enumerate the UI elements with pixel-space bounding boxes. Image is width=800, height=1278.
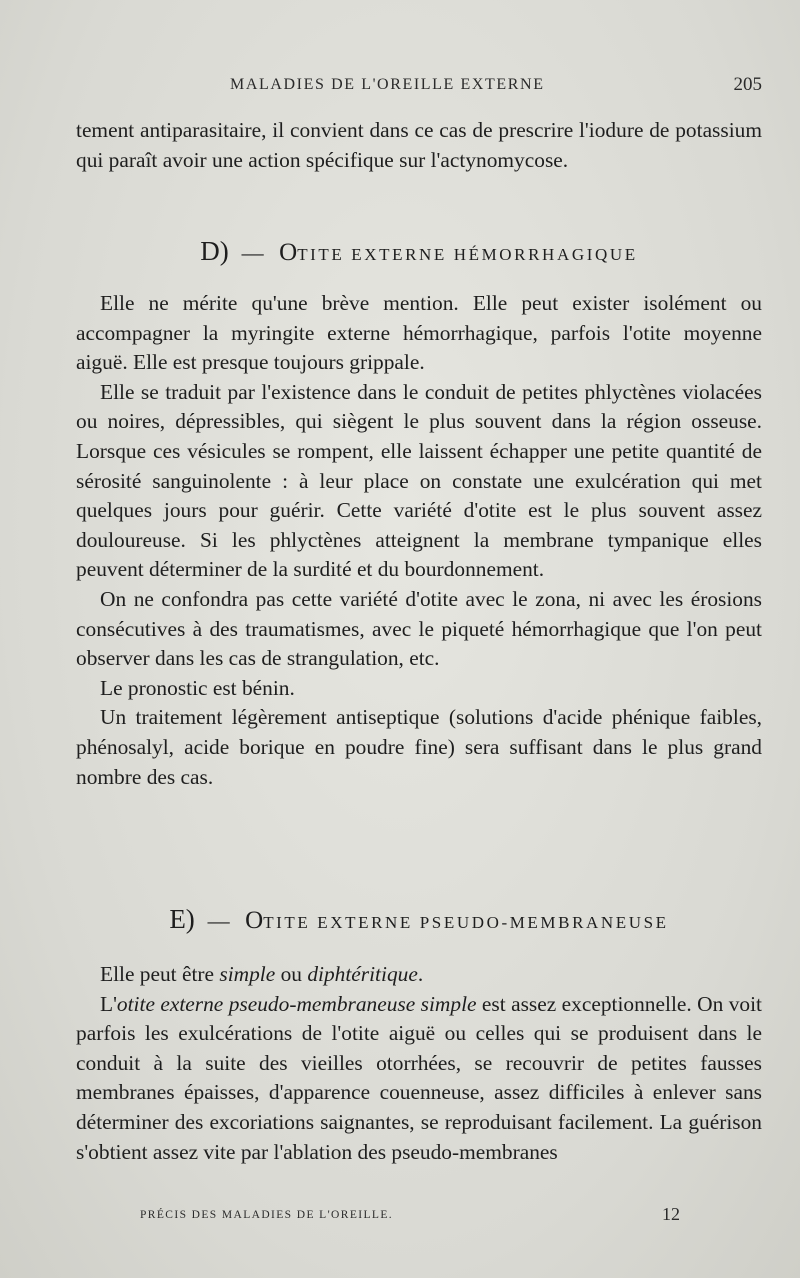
page-footer: [140, 1206, 680, 1230]
footer-book-title: PRÉCIS DES MALADIES DE L'OREILLE.: [140, 1209, 394, 1221]
section-d-paragraph: On ne confondra pas cette variété d'otite avec le zona, ni avec les érosions consécutives à des traumatismes, avec le piqueté hémorrhagique que l'on peut observer dans les cas de strangulation, etc.: [76, 586, 762, 671]
section-d-paragraph: Un traitement légèrement antiseptique (solutions d'acide phénique faibles, phénosalyl, acide borique en poudre fine) sera suffisant dans le plus grand nombre des cas.: [76, 705, 762, 789]
intro-text: tement antiparasitaire, il convient dans ce cas de prescrire l'iodure de potassium qui paraît avoir une action spécifique sur l'actynomycose.: [76, 118, 762, 172]
section-e-paragraph-2: [76, 990, 762, 1168]
section-e-heading: [76, 904, 762, 935]
section-d-body: [76, 289, 762, 792]
signature-mark: 12: [662, 1204, 680, 1224]
section-e-letter: E): [169, 904, 195, 934]
intro-paragraph: [76, 116, 762, 175]
section-d-title: TITE EXTERNE HÉMORRHAGIQUE: [297, 245, 638, 264]
section-d-initial: O: [279, 239, 298, 266]
section-d-paragraph: Le pronostic est bénin.: [100, 675, 295, 700]
italic-term: simple: [219, 962, 276, 986]
text-run: .: [417, 962, 424, 986]
page-number: 205: [733, 74, 762, 95]
section-e-title: TITE EXTERNE PSEUDO-MEMBRANEUSE: [263, 913, 669, 932]
section-d-paragraph: Elle se traduit par l'existence dans le conduit de petites phlyctènes violacées ou noires, dépressibles, qui siègent le plus souvent dans la région osseuse. Lorsque ces vésicules se rompent, elle laissent échapper une petite quantité de sérosité sanguinolente : à leur place on constate une exulcération qui met quelques jours pour guérir. Cette variété d'otite est le plus souvent assez douloureuse. Si les phlyctènes atteignent la membrane tympanique elles peuvent déterminer de la surdité et du bourdonnement.: [76, 379, 762, 582]
text-run: Elle peut être: [100, 962, 220, 986]
section-d-letter: D): [200, 236, 229, 266]
section-e-dash: —: [207, 908, 233, 933]
italic-term: diphtéritique: [307, 962, 418, 986]
section-e-paragraph-1: [76, 960, 762, 990]
text-run: L': [100, 991, 117, 1016]
running-title: MALADIES DE L'OREILLE EXTERNE: [230, 76, 545, 93]
running-head: [78, 72, 766, 100]
text-run: ou: [275, 962, 308, 986]
section-d-paragraph: Elle ne mérite qu'une brève mention. Elle peut exister isolément ou accompagner la myringite externe hémorrhagique, parfois l'otite moyenne aiguë. Elle est presque toujours grippale.: [76, 291, 762, 375]
section-d-heading: [76, 236, 762, 267]
italic-term: otite externe pseudo-membraneuse simple: [116, 991, 477, 1016]
section-e-initial: O: [245, 907, 264, 934]
section-d-dash: —: [241, 240, 267, 265]
section-e-body: [76, 960, 762, 1167]
text-run: est assez exceptionnelle. On voit parfois les exulcérations de l'otite aiguë ou celles qui se produisent dans le conduit à la suite des vieilles otorrhées, se recouvrir de petites fausses membranes épaisses, d'apparence couenneuse, assez difficiles à enlever sans déterminer des excoriations saignantes, se reproduisant facilement. La guérison s'obtient assez vite par l'ablation des pseudo-membranes: [76, 991, 762, 1164]
